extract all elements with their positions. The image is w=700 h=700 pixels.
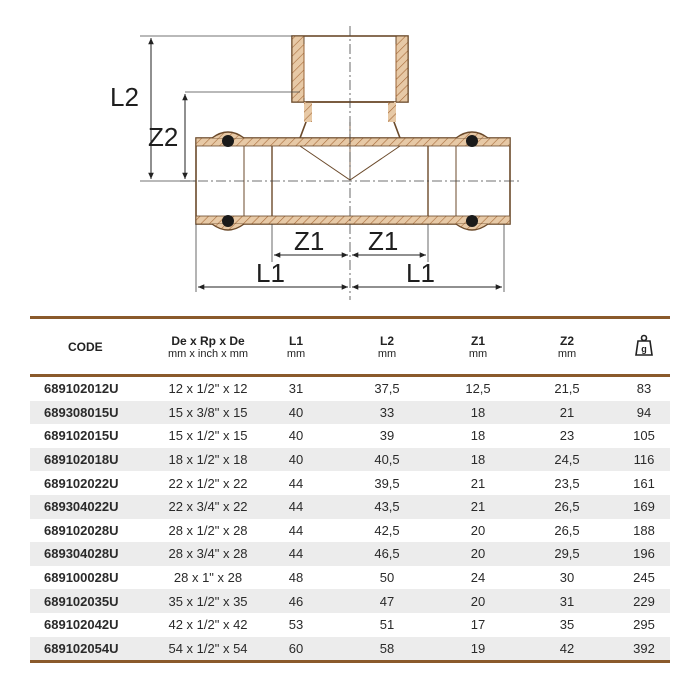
header-size: De x Rp x De mm x inch x mm [167,333,249,360]
cell-code: 689102054U [44,640,119,656]
cell-l2: 50 [379,570,395,586]
tee-fitting-drawing [0,0,700,305]
cell-z1: 21 [470,499,486,515]
table-row [30,448,670,472]
cell-l1: 40 [288,452,304,468]
cell-size: 35 x 1/2" x 35 [168,593,248,609]
cell-z1: 20 [470,546,486,562]
header-z1: Z1 mm [468,333,488,360]
header-l2: L2 mm [377,333,397,360]
cell-z1: 17 [470,617,486,633]
cell-l2: 39 [379,428,395,444]
table-row [30,376,670,401]
dimension-label-z2: Z2 [148,122,179,152]
cell-weight: 116 [633,452,655,468]
cell-l1: 31 [288,381,304,397]
cell-size: 54 x 1/2" x 54 [168,640,248,656]
header-code: CODE [68,339,103,354]
cell-z2: 23,5 [554,475,580,491]
table-row [30,424,670,448]
cell-z2: 35 [559,617,575,633]
table-row [30,519,670,543]
weight-icon-text: g [641,344,647,354]
dimension-label-l2: L2 [110,82,139,112]
cell-code: 689308015U [44,404,119,420]
table-row [30,495,670,519]
cell-z2: 21 [559,404,575,420]
cell-size: 22 x 3/4" x 22 [168,499,248,515]
cell-weight: 295 [633,617,655,633]
cell-code: 689102012U [44,381,119,397]
cell-size: 15 x 1/2" x 15 [168,428,248,444]
cell-weight: 169 [633,499,655,515]
cell-code: 689102042U [44,617,119,633]
cell-code: 689102018U [44,452,119,468]
cell-z2: 30 [559,570,575,586]
cell-l1: 48 [288,570,304,586]
run-body [196,122,510,230]
cell-l1: 46 [288,593,304,609]
tee-technical-drawing [0,0,700,305]
dimension-label-z1-left: Z1 [294,226,325,256]
dimension-label-l1-left: L1 [256,258,285,288]
cell-z1: 18 [470,428,486,444]
table-row [30,542,670,566]
table-row [30,613,670,637]
table-row [30,589,670,613]
cell-weight: 188 [633,522,655,538]
cell-l1: 44 [288,499,304,515]
cell-l1: 40 [288,428,304,444]
cell-size: 42 x 1/2" x 42 [168,617,248,633]
dimension-label-l1-right: L1 [406,258,435,288]
cell-z1: 18 [470,452,486,468]
cell-size: 18 x 1/2" x 18 [168,452,248,468]
cell-weight: 161 [633,475,655,491]
cell-l2: 42,5 [374,522,400,538]
cell-z1: 20 [470,593,486,609]
cell-z1: 21 [470,475,486,491]
cell-z2: 26,5 [554,522,580,538]
cell-z2: 31 [559,593,575,609]
cell-weight: 196 [633,546,655,562]
cell-l1: 40 [288,404,304,420]
dimension-label-z1-right: Z1 [368,226,399,256]
cell-z2: 24,5 [554,452,580,468]
cell-size: 28 x 1" x 28 [173,570,243,586]
cell-l2: 58 [379,640,395,656]
table-row [30,566,670,590]
cell-l1: 60 [288,640,304,656]
cell-size: 22 x 1/2" x 22 [168,475,248,491]
cell-code: 689102015U [44,428,119,444]
cell-size: 12 x 1/2" x 12 [168,381,248,397]
header-weight [618,318,670,376]
cell-z1: 24 [470,570,486,586]
cell-l2: 33 [379,404,395,420]
cell-weight: 105 [633,428,655,444]
cell-weight: 83 [636,381,652,397]
cell-l2: 40,5 [374,452,400,468]
cell-z2: 23 [559,428,575,444]
table-row [30,637,670,662]
table-header-row [30,318,670,376]
cell-weight: 245 [633,570,655,586]
cell-l1: 44 [288,522,304,538]
cell-z2: 21,5 [554,381,580,397]
cell-size: 15 x 3/8" x 15 [168,404,248,420]
cell-z2: 42 [559,640,575,656]
cell-l2: 47 [379,593,395,609]
header-z2: Z2 mm [557,333,577,360]
cell-l2: 46,5 [374,546,400,562]
cell-l2: 43,5 [374,499,400,515]
cell-code: 689102035U [44,593,119,609]
cell-l1: 44 [288,546,304,562]
cell-size: 28 x 1/2" x 28 [168,522,248,538]
cell-code: 689304022U [44,499,119,515]
cell-code: 689100028U [44,570,119,586]
cell-z2: 29,5 [554,546,580,562]
table-row [30,401,670,425]
cell-l1: 44 [288,475,304,491]
cell-z1: 19 [470,640,486,656]
header-l1: L1 mm [286,333,306,360]
cell-z2: 26,5 [554,499,580,515]
cell-weight: 94 [636,404,652,420]
cell-z1: 18 [470,404,486,420]
cell-l2: 37,5 [374,381,400,397]
cell-weight: 229 [633,593,655,609]
table-body [30,376,670,662]
cell-size: 28 x 3/4" x 28 [168,546,248,562]
cell-l2: 39,5 [374,475,400,491]
specification-table [30,316,670,663]
cell-z1: 20 [470,522,486,538]
weight-icon [634,334,654,356]
table-row [30,471,670,495]
cell-code: 689102028U [44,522,119,538]
cell-code: 689102022U [44,475,119,491]
cell-l1: 53 [288,617,304,633]
cell-code: 689304028U [44,546,119,562]
cell-l2: 51 [379,617,395,633]
cell-weight: 392 [633,640,655,656]
cell-z1: 12,5 [465,381,491,397]
